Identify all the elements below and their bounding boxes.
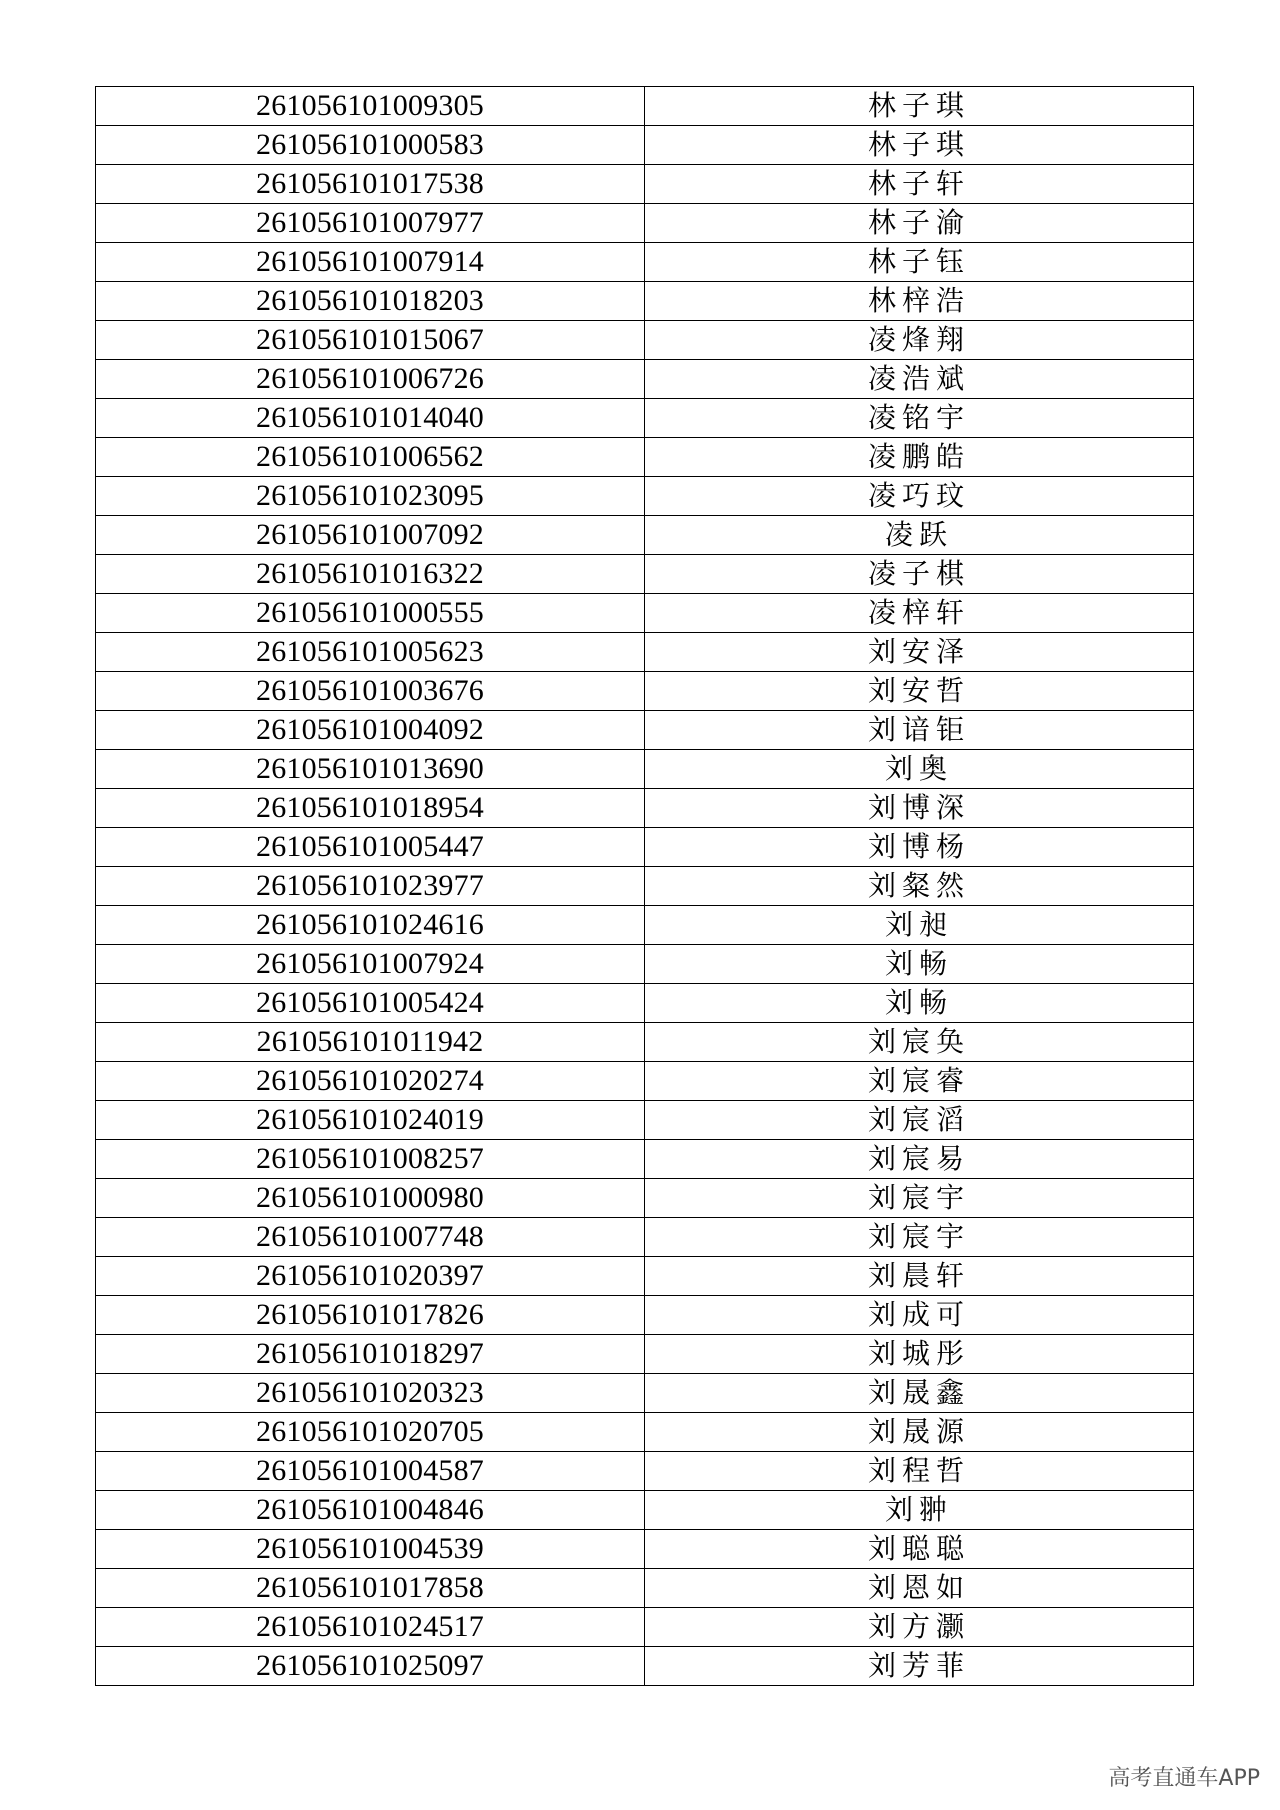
candidate-id-cell: 261056101005424: [96, 984, 645, 1023]
candidate-id-cell: 261056101004539: [96, 1530, 645, 1569]
table-row: [96, 789, 1194, 828]
candidate-id-cell: 261056101007914: [96, 243, 645, 282]
table-row: [96, 672, 1194, 711]
watermark: 高考直通车APP: [1108, 1766, 1260, 1791]
table-row: [96, 1257, 1194, 1296]
table-row: [96, 87, 1194, 126]
table-row: [96, 1062, 1194, 1101]
table-row: [96, 1491, 1194, 1530]
table-row: [96, 243, 1194, 282]
candidate-id-cell: 261056101007977: [96, 204, 645, 243]
candidate-name-cell: 刘安哲: [645, 672, 1194, 711]
table-row: [96, 360, 1194, 399]
candidate-name-cell: 刘宸宇: [645, 1179, 1194, 1218]
candidate-id-cell: 261056101007748: [96, 1218, 645, 1257]
roster-table-body: [96, 87, 1194, 1686]
candidate-name-cell: 林子渝: [645, 204, 1194, 243]
candidate-name-cell: 刘粲然: [645, 867, 1194, 906]
candidate-name-cell: 刘奥: [645, 750, 1194, 789]
candidate-id-cell: 261056101000980: [96, 1179, 645, 1218]
table-row: [96, 399, 1194, 438]
table-row: [96, 126, 1194, 165]
candidate-id-cell: 261056101000583: [96, 126, 645, 165]
table-row: [96, 1530, 1194, 1569]
table-row: [96, 1413, 1194, 1452]
roster-table: [95, 86, 1194, 1686]
table-row: [96, 711, 1194, 750]
candidate-name-cell: 刘安泽: [645, 633, 1194, 672]
table-row: [96, 984, 1194, 1023]
candidate-id-cell: 261056101003676: [96, 672, 645, 711]
candidate-id-cell: 261056101014040: [96, 399, 645, 438]
candidate-name-cell: 林子钰: [645, 243, 1194, 282]
candidate-id-cell: 261056101005447: [96, 828, 645, 867]
candidate-name-cell: 凌巧玟: [645, 477, 1194, 516]
table-row: [96, 1296, 1194, 1335]
candidate-name-cell: 刘宸睿: [645, 1062, 1194, 1101]
candidate-id-cell: 261056101018954: [96, 789, 645, 828]
candidate-id-cell: 261056101007092: [96, 516, 645, 555]
candidate-name-cell: 林子轩: [645, 165, 1194, 204]
candidate-name-cell: 刘畅: [645, 945, 1194, 984]
table-row: [96, 1569, 1194, 1608]
candidate-name-cell: 刘聪聪: [645, 1530, 1194, 1569]
candidate-name-cell: 林子琪: [645, 126, 1194, 165]
candidate-id-cell: 261056101017538: [96, 165, 645, 204]
table-row: [96, 1179, 1194, 1218]
candidate-name-cell: 刘程哲: [645, 1452, 1194, 1491]
candidate-id-cell: 261056101004587: [96, 1452, 645, 1491]
table-row: [96, 165, 1194, 204]
table-row: [96, 555, 1194, 594]
candidate-id-cell: 261056101018297: [96, 1335, 645, 1374]
candidate-name-cell: 凌跃: [645, 516, 1194, 555]
candidate-name-cell: 凌鹏皓: [645, 438, 1194, 477]
candidate-id-cell: 261056101018203: [96, 282, 645, 321]
table-row: [96, 282, 1194, 321]
candidate-name-cell: 凌烽翔: [645, 321, 1194, 360]
candidate-id-cell: 261056101017858: [96, 1569, 645, 1608]
candidate-name-cell: 刘成可: [645, 1296, 1194, 1335]
candidate-id-cell: 261056101017826: [96, 1296, 645, 1335]
candidate-name-cell: 刘晨轩: [645, 1257, 1194, 1296]
table-row: [96, 1023, 1194, 1062]
candidate-name-cell: 刘宸滔: [645, 1101, 1194, 1140]
table-row: [96, 477, 1194, 516]
candidate-id-cell: 261056101020397: [96, 1257, 645, 1296]
table-row: [96, 1218, 1194, 1257]
candidate-name-cell: 凌梓轩: [645, 594, 1194, 633]
candidate-id-cell: 261056101008257: [96, 1140, 645, 1179]
candidate-name-cell: 刘宸宇: [645, 1218, 1194, 1257]
candidate-name-cell: 刘博深: [645, 789, 1194, 828]
candidate-name-cell: 刘谙钜: [645, 711, 1194, 750]
candidate-name-cell: 凌子棋: [645, 555, 1194, 594]
table-row: [96, 633, 1194, 672]
table-row: [96, 204, 1194, 243]
candidate-id-cell: 261056101024616: [96, 906, 645, 945]
candidate-id-cell: 261056101023977: [96, 867, 645, 906]
candidate-name-cell: 刘晟鑫: [645, 1374, 1194, 1413]
candidate-id-cell: 261056101023095: [96, 477, 645, 516]
candidate-id-cell: 261056101007924: [96, 945, 645, 984]
candidate-id-cell: 261056101004092: [96, 711, 645, 750]
candidate-name-cell: 刘宸易: [645, 1140, 1194, 1179]
candidate-name-cell: 刘恩如: [645, 1569, 1194, 1608]
candidate-name-cell: 林梓浩: [645, 282, 1194, 321]
candidate-name-cell: 凌铭宇: [645, 399, 1194, 438]
candidate-id-cell: 261056101024019: [96, 1101, 645, 1140]
candidate-name-cell: 刘博杨: [645, 828, 1194, 867]
table-row: [96, 828, 1194, 867]
candidate-id-cell: 261056101024517: [96, 1608, 645, 1647]
candidate-id-cell: 261056101011942: [96, 1023, 645, 1062]
candidate-name-cell: 刘畅: [645, 984, 1194, 1023]
table-row: [96, 867, 1194, 906]
table-row: [96, 906, 1194, 945]
candidate-id-cell: 261056101000555: [96, 594, 645, 633]
candidate-id-cell: 261056101005623: [96, 633, 645, 672]
table-row: [96, 1452, 1194, 1491]
table-row: [96, 1140, 1194, 1179]
candidate-id-cell: 261056101025097: [96, 1647, 645, 1686]
candidate-id-cell: 261056101004846: [96, 1491, 645, 1530]
candidate-id-cell: 261056101015067: [96, 321, 645, 360]
candidate-id-cell: 261056101013690: [96, 750, 645, 789]
candidate-id-cell: 261056101006726: [96, 360, 645, 399]
candidate-id-cell: 261056101016322: [96, 555, 645, 594]
candidate-name-cell: 刘宸奂: [645, 1023, 1194, 1062]
candidate-name-cell: 刘方灏: [645, 1608, 1194, 1647]
candidate-name-cell: 刘昶: [645, 906, 1194, 945]
candidate-id-cell: 261056101006562: [96, 438, 645, 477]
candidate-id-cell: 261056101009305: [96, 87, 645, 126]
table-row: [96, 516, 1194, 555]
table-row: [96, 1608, 1194, 1647]
candidate-name-cell: 刘翀: [645, 1491, 1194, 1530]
candidate-id-cell: 261056101020323: [96, 1374, 645, 1413]
table-row: [96, 945, 1194, 984]
candidate-name-cell: 凌浩斌: [645, 360, 1194, 399]
candidate-id-cell: 261056101020274: [96, 1062, 645, 1101]
table-row: [96, 1335, 1194, 1374]
table-row: [96, 1101, 1194, 1140]
table-row: [96, 750, 1194, 789]
candidate-name-cell: 林子琪: [645, 87, 1194, 126]
table-row: [96, 1374, 1194, 1413]
candidate-name-cell: 刘芳菲: [645, 1647, 1194, 1686]
table-row: [96, 321, 1194, 360]
table-row: [96, 594, 1194, 633]
table-row: [96, 438, 1194, 477]
candidate-name-cell: 刘晟源: [645, 1413, 1194, 1452]
candidate-id-cell: 261056101020705: [96, 1413, 645, 1452]
table-row: [96, 1647, 1194, 1686]
candidate-name-cell: 刘城彤: [645, 1335, 1194, 1374]
